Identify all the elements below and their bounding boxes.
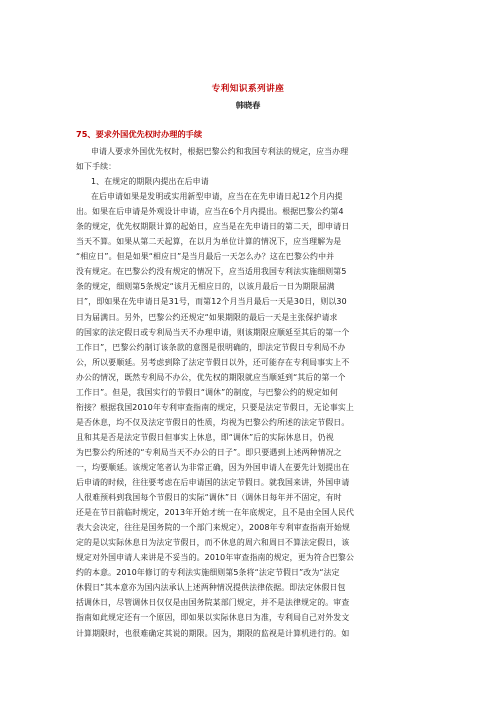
text-line: 还是在节日前临时规定，2013年开始才统一在年底规定，且不是由全国人民代: [76, 508, 354, 518]
text-line: 在后申请如果是发明或实用新型申请，应当在在先申请日起12个月内提: [91, 192, 343, 202]
text-line: 日为届满日。另外，巴黎公约还规定“如果期限的最后一天是主张保护请求: [76, 312, 338, 322]
document-title: 专利知识系列讲座: [211, 84, 285, 94]
text-line: 规定对外国申请人来讲是不妥当的。2010年审查指南的规定，更为符合巴黎公: [76, 553, 354, 563]
text-line: 为巴黎公约所述的“专利局当天不办公的日子”。即只要遇到上述两种情况之: [76, 447, 342, 457]
text-line: 1、在规定的期限内提出在后申请: [91, 177, 209, 187]
document-author: 韩晓春: [235, 100, 261, 110]
text-line: 人很难预料到我国每个节假日的实际“调休”日（调休日每年并不固定，有时: [76, 493, 342, 503]
text-line: 没有规定。在巴黎公约没有规定的情况下，应当适用我国专利法实施细则第5: [76, 267, 347, 277]
text-line: 如下手续：: [76, 162, 117, 172]
body-text: [76, 144, 422, 641]
text-line: 约的本意。2010年修订的专利法实施细则第5条将“法定节假日”改为“法定: [76, 568, 340, 578]
text-line: 日”，即如果在先申请日是31号，而第12个月当月最后一天是30日，则以30: [76, 297, 347, 307]
section-heading: 75、要求外国优先权时办理的手续: [76, 129, 203, 139]
text-line: 表大会决定，往往是国务院的一个部门来规定），2008年专利审查指南开始规: [76, 523, 351, 533]
text-line: 是否休息，均不仅及法定节假日的性质，均视为巴黎公约所述的法定节假日。: [76, 417, 350, 427]
text-line: 当天不算。如果从第二天起算，在以月为单位计算的情况下，应当理解为是: [76, 237, 342, 247]
text-line: 申请人要求外国优先权时，根据巴黎公约和我国专利法的规定，应当办理: [91, 147, 349, 156]
text-line: 一，均要顺延。该规定笔者认为非常正确，因为外国申请人在要先计划提出在: [76, 462, 350, 472]
text-line: 且和其是否是法定节假日但事实上休息，即“调休”后的实际休息日，仍视: [76, 432, 334, 442]
text-line: 出。如果在后申请是外观设计申请，应当在6个月内提出。根据巴黎公约第4: [76, 207, 344, 217]
text-line: 衔接？根据我国2010年专利审查指南的规定，只要是法定节假日，无论事实上: [76, 402, 354, 412]
text-line: 的国家的法定假日或专利局当天不办理申请，则该期限应顺延至其后的第一个: [76, 327, 350, 337]
text-line: 定的是以实际休息日为法定节假日，而不休息的周六和周日不算法定假日，该: [76, 538, 350, 548]
text-line: 条的规定，优先权期限计算的起始日，应当是在先申请日的第二天，即申请日: [76, 222, 350, 232]
text-line: 工作日”。但是，我国实行的节假日“调休”的制度，与巴黎公约的规定如何: [76, 387, 338, 397]
text-line: 指南如此规定还有一个原因，即如果以实际休息日为准，专利局自己对外发文: [76, 613, 350, 623]
text-line: 后申请的时候，往往要考虑在后申请国的法定节假日。就我国来讲，外国申请: [76, 478, 350, 488]
text-line: 括调休日，尽管调休日仅仅是由国务院某部门规定，并不是法律规定的。审查: [76, 598, 350, 608]
text-line: “相应日”。但是如果“相应日”是当月最后一天怎么办？这在巴黎公约中并: [76, 252, 335, 262]
text-line: 条的规定，细则第5条规定“该月无相应日的，以该月最后一日为期限届满: [76, 282, 335, 292]
text-line: 办公的情况，既然专利局不办公，优先权的期限就应当顺延到“其后的第一个: [76, 372, 346, 382]
text-line: 工作日”，巴黎公约制订该条款的意图是很明确的，即法定节假日专利局不办: [76, 342, 346, 352]
text-line: 休假日”其本意亦为国内法承认上述两种情况提供法律依据。即法定休假日包: [76, 583, 346, 593]
text-line: 计算期限时，也很难确定其说的期限。因为，期限的监视是计算机进行的。如: [76, 628, 350, 638]
text-line: 公，所以要顺延。另考虑到除了法定节假日以外，还可能存在专利局事实上不: [76, 357, 350, 367]
